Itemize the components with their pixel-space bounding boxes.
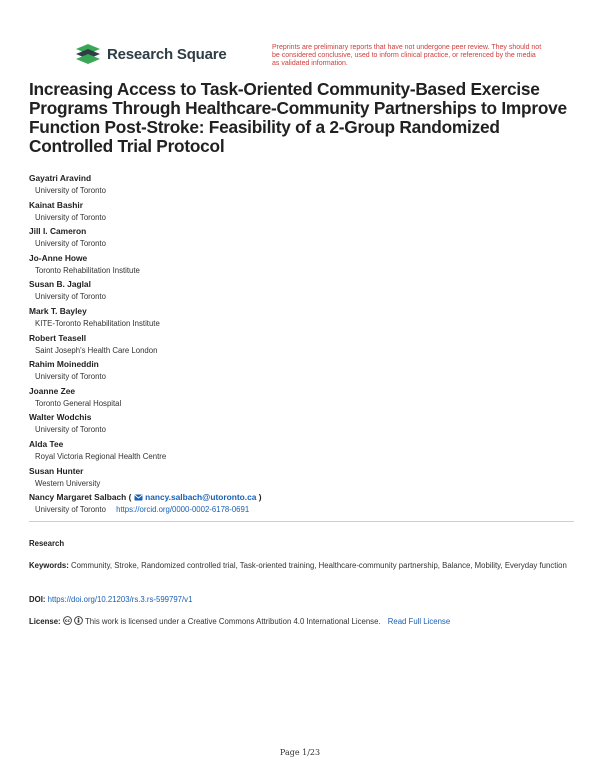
author-name: Jill I. Cameron xyxy=(29,226,87,237)
license-label: License: xyxy=(29,617,61,626)
author-item xyxy=(29,306,569,333)
author-name: Jo-Anne Howe xyxy=(29,252,88,263)
keywords-label: Keywords: xyxy=(29,561,69,570)
author-name: Joanne Zee xyxy=(29,385,76,396)
logo-text: Research Square xyxy=(107,45,227,63)
corresponding-author-name: Nancy Margaret Salbach ( nancy.salbach@utoronto.ca ) xyxy=(29,492,262,503)
author-affiliation: University of Toronto xyxy=(35,239,106,249)
author-name: Robert Teasell xyxy=(29,332,87,343)
author-affiliation: KITE-Toronto Rehabilitation Institute xyxy=(35,318,160,328)
author-affiliation: University of Toronto xyxy=(35,372,106,382)
keywords-section xyxy=(29,560,574,571)
attribution-icon xyxy=(74,616,83,625)
read-full-license-link[interactable]: Read Full License xyxy=(387,617,451,626)
author-name: Susan B. Jaglal xyxy=(29,279,91,290)
license-section xyxy=(29,616,574,627)
author-affiliation: Toronto General Hospital xyxy=(35,398,122,408)
author-name: Nancy Margaret Salbach xyxy=(29,492,127,503)
preprint-notice: Preprints are preliminary reports that have not undergone peer review. They should not be considered conclusive, used to inform clinical practice, or referenced by the media as validated information. xyxy=(272,44,542,68)
author-item xyxy=(29,253,569,280)
author-name: Kainat Bashir xyxy=(29,199,83,210)
author-affiliation: University of Toronto xyxy=(35,425,106,435)
author-item xyxy=(29,173,569,200)
author-name: Alda Tee xyxy=(29,438,64,449)
page-number: Page 1/23 xyxy=(279,748,321,757)
author-list xyxy=(29,173,569,519)
author-affiliation: Western University xyxy=(35,478,101,488)
license-text: This work is licensed under a Creative Commons Attribution 4.0 International License. xyxy=(85,617,381,626)
author-name: Walter Wodchis xyxy=(29,412,92,423)
author-email-link[interactable]: nancy.salbach@utoronto.ca xyxy=(145,492,257,503)
author-item xyxy=(29,412,569,439)
author-affiliation-row xyxy=(29,505,569,515)
author-affiliation: Saint Joseph's Health Care London xyxy=(35,345,158,355)
author-affiliation: Toronto Rehabilitation Institute xyxy=(35,265,140,275)
svg-text:cc: cc xyxy=(64,619,70,625)
author-item xyxy=(29,492,569,519)
orcid-link[interactable]: https://orcid.org/0000-0002-6178-0691 xyxy=(116,505,250,515)
research-square-logo[interactable] xyxy=(75,44,227,64)
article-type: Research xyxy=(29,539,65,548)
doi-label: DOI: xyxy=(29,595,46,604)
section-divider xyxy=(29,521,574,522)
author-name: Susan Hunter xyxy=(29,465,84,476)
author-affiliation: University of Toronto xyxy=(35,186,106,195)
author-item xyxy=(29,359,569,386)
doi-link[interactable]: https://doi.org/10.21203/rs.3.rs-599797/v1 xyxy=(47,595,193,604)
doi-section xyxy=(29,594,574,605)
author-item xyxy=(29,386,569,413)
author-item xyxy=(29,200,569,227)
author-name: Mark T. Bayley xyxy=(29,305,87,316)
author-affiliation: University of Toronto xyxy=(35,212,106,222)
author-item xyxy=(29,439,569,466)
creative-commons-icon xyxy=(63,616,72,625)
author-affiliation: University of Toronto xyxy=(35,505,106,515)
author-item xyxy=(29,466,569,493)
author-item xyxy=(29,279,569,306)
author-name: Rahim Moineddin xyxy=(29,359,99,370)
author-item xyxy=(29,333,569,360)
author-affiliation: University of Toronto xyxy=(35,292,106,302)
research-square-logo-icon xyxy=(75,44,101,64)
mail-icon xyxy=(134,494,143,501)
author-item xyxy=(29,226,569,253)
author-affiliation: Royal Victoria Regional Health Centre xyxy=(35,451,167,461)
author-name: Gayatri Aravind xyxy=(29,173,92,183)
keywords-text: Community, Stroke, Randomized controlled trial, Task-oriented training, Healthcare-community partnership, Balance, Mobility, Everyday function xyxy=(71,561,567,570)
paper-title: Increasing Access to Task-Oriented Community-Based Exercise Programs Through Healthcare-Community Partnerships to Improve Function Post-Stroke: Feasibility of a 2-Group Randomized Controlled Trial Protocol xyxy=(29,79,567,156)
